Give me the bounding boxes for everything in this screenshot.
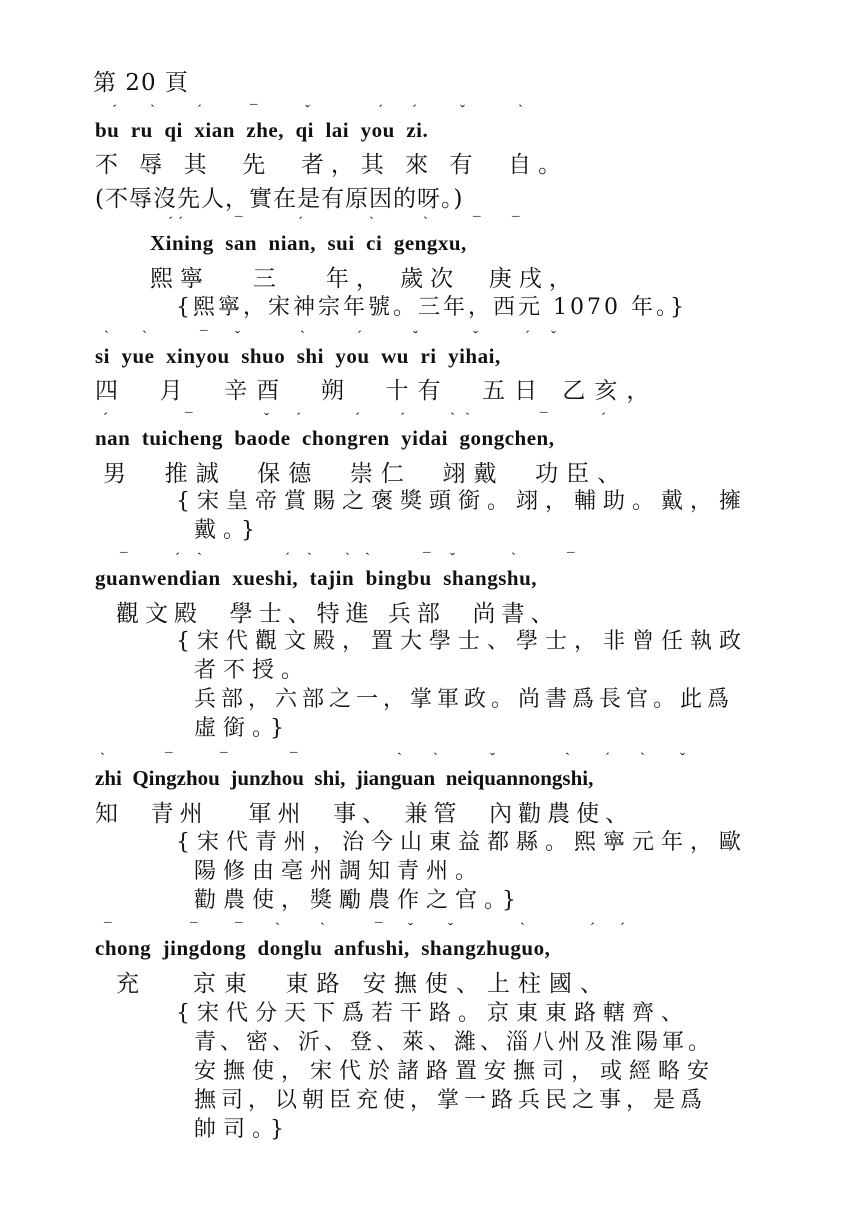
tone-mark: ˋ: [150, 103, 155, 119]
note-line: 勸農使，獎勵農作之官。}: [194, 888, 523, 913]
tone-mark: ˇ: [551, 329, 556, 345]
tone-mark: ˋ: [275, 921, 280, 937]
translation-line: (不辱沒先人，實在是有原因的呀。): [95, 186, 464, 212]
tone-mark: ˊ: [620, 921, 625, 937]
pinyin-line: si yue xinyou shuo shi you wu ri yihai,: [95, 344, 501, 368]
tone-mark: ˇ: [413, 329, 418, 345]
tone-mark: ¯: [120, 551, 128, 567]
tone-mark: ˊ: [355, 411, 360, 427]
tone-mark: ¯: [512, 215, 520, 231]
tone-mark: ˋ: [511, 551, 516, 567]
tone-mark: ¯: [375, 921, 383, 937]
note-line: 兵部，六部之一，掌軍政。尚書爲長官。此爲: [194, 687, 735, 712]
tone-mark: ˊ: [298, 215, 303, 231]
chinese-line: 熙寧 三 年， 歲次 庚戌，: [150, 266, 579, 292]
note-line: 陽修由亳州調知青州。: [194, 859, 485, 884]
chinese-line: 知 青州 軍州 事、 兼管 內勸農使、: [95, 801, 635, 827]
tone-mark: ˊ: [601, 411, 606, 427]
tone-mark: ˋ: [104, 329, 109, 345]
tone-mark: ˋ: [565, 751, 570, 767]
tone-mark: ˊ: [178, 215, 183, 231]
tone-mark: ˊ: [378, 103, 383, 119]
tone-mark: ˊ: [103, 411, 108, 427]
tone-mark: ˋ: [197, 551, 202, 567]
tone-mark: ˊ: [285, 551, 290, 567]
tone-mark: ¯: [165, 751, 173, 767]
note-line: {宋代青州，治今山東益都縣。熙寧元年，歐: [176, 830, 748, 855]
tone-mark: ˋ: [397, 751, 402, 767]
tone-mark: ˊ: [590, 921, 595, 937]
tone-mark: ˇ: [460, 103, 465, 119]
note-line: {熙寧，宋神宗年號。三年，西元 1070 年。}: [176, 295, 687, 320]
tone-mark: ˊ: [197, 103, 202, 119]
note-line: 虛銜。}: [194, 716, 291, 741]
note-line: 安撫使，宋代於諸路置安撫司，或經略安: [194, 1059, 717, 1084]
tone-mark: ˇ: [264, 411, 269, 427]
tone-mark: ˊ: [400, 411, 405, 427]
chinese-line: 不 辱 其 先 者，其 來 有 自。: [95, 152, 569, 178]
tone-mark: ˋ: [100, 751, 105, 767]
tone-mark: ¯: [290, 751, 298, 767]
tone-mark: ¯: [104, 921, 112, 937]
note-line: 者不授。: [194, 658, 311, 683]
chinese-line: 男 推誠 保德 崇仁 翊戴 功臣、: [103, 461, 629, 487]
tone-mark: ˊ: [296, 411, 301, 427]
tone-mark: ˇ: [408, 921, 413, 937]
note-line: 撫司，以朝臣充使，掌一路兵民之事，是爲: [194, 1088, 708, 1113]
tone-mark: ˇ: [235, 329, 240, 345]
tone-mark: ˋ: [520, 921, 525, 937]
tone-mark: ¯: [567, 551, 575, 567]
tone-mark: ¯: [200, 329, 208, 345]
pinyin-line: zhi Qingzhou junzhou shi, jianguan neiquannongshi,: [95, 766, 594, 790]
page-number: 第 20 頁: [93, 70, 189, 96]
note-line: {宋皇帝賞賜之褒獎頭銜。翊，輔助。戴，擁: [176, 489, 748, 514]
tone-mark: ˇ: [448, 921, 453, 937]
tone-mark: ˊ: [605, 751, 610, 767]
tone-mark: ˋ: [300, 329, 305, 345]
tone-mark: ˋ: [640, 751, 645, 767]
tone-mark: ˋ: [369, 215, 374, 231]
tone-mark: ¯: [473, 215, 481, 231]
tone-mark: ˊ: [168, 215, 173, 231]
tone-mark: ˊ: [412, 103, 417, 119]
note-line: 青、密、沂、登、萊、濰、淄八州及淮陽軍。: [194, 1030, 715, 1055]
pinyin-line: guanwendian xueshi, tajin bingbu shangshu,: [95, 566, 538, 590]
chinese-line: 充 京東 東路 安撫使、上柱國、: [116, 971, 611, 997]
tone-mark: ˊ: [175, 551, 180, 567]
tone-mark: ¯: [185, 411, 193, 427]
tone-mark: ˊ: [525, 329, 530, 345]
tone-mark: ˇ: [473, 329, 478, 345]
tone-mark: ˋ: [307, 551, 312, 567]
tone-mark: ˇ: [490, 751, 495, 767]
tone-mark: ˋ: [345, 551, 350, 567]
tone-mark: ¯: [235, 215, 243, 231]
tone-mark: ˊ: [357, 329, 362, 345]
tone-mark: ¯: [220, 751, 228, 767]
tone-mark: ˇ: [305, 103, 310, 119]
note-line: 帥司。}: [194, 1117, 291, 1142]
note-line: 戴。}: [194, 518, 262, 543]
chinese-line: 四 月 辛酉 朔 十有 五日 乙亥，: [95, 378, 659, 404]
note-line: {宋代觀文殿，置大學士、學士，非曾任執政: [176, 629, 748, 654]
note-line: {宋代分天下爲若干路。京東東路轄齊、: [176, 1001, 690, 1026]
tone-mark: ˋ: [433, 751, 438, 767]
tone-mark: ˊ: [112, 103, 117, 119]
tone-mark: ¯: [250, 103, 258, 119]
tone-mark: ¯: [235, 921, 243, 937]
pinyin-line: Xining san nian, sui ci gengxu,: [150, 231, 467, 255]
tone-mark: ˋ: [365, 551, 370, 567]
pinyin-line: chong jingdong donglu anfushi, shangzhuguo,: [95, 936, 551, 960]
tone-mark: ¯: [423, 551, 431, 567]
tone-mark: ˋ: [465, 411, 470, 427]
chinese-line: 觀文殿 學士、特進 兵部 尚書、: [116, 601, 560, 627]
tone-mark: ¯: [540, 411, 548, 427]
tone-mark: ˋ: [518, 103, 523, 119]
tone-mark: ˋ: [423, 215, 428, 231]
tone-mark: ˋ: [320, 921, 325, 937]
tone-mark: ˇ: [680, 751, 685, 767]
pinyin-line: bu ru qi xian zhe, qi lai you zi.: [95, 118, 429, 142]
tone-mark: ˋ: [450, 411, 455, 427]
tone-mark: ˋ: [142, 329, 147, 345]
tone-mark: ¯: [190, 921, 198, 937]
pinyin-line: nan tuicheng baode chongren yidai gongchen,: [95, 426, 555, 450]
tone-mark: ˇ: [450, 551, 455, 567]
